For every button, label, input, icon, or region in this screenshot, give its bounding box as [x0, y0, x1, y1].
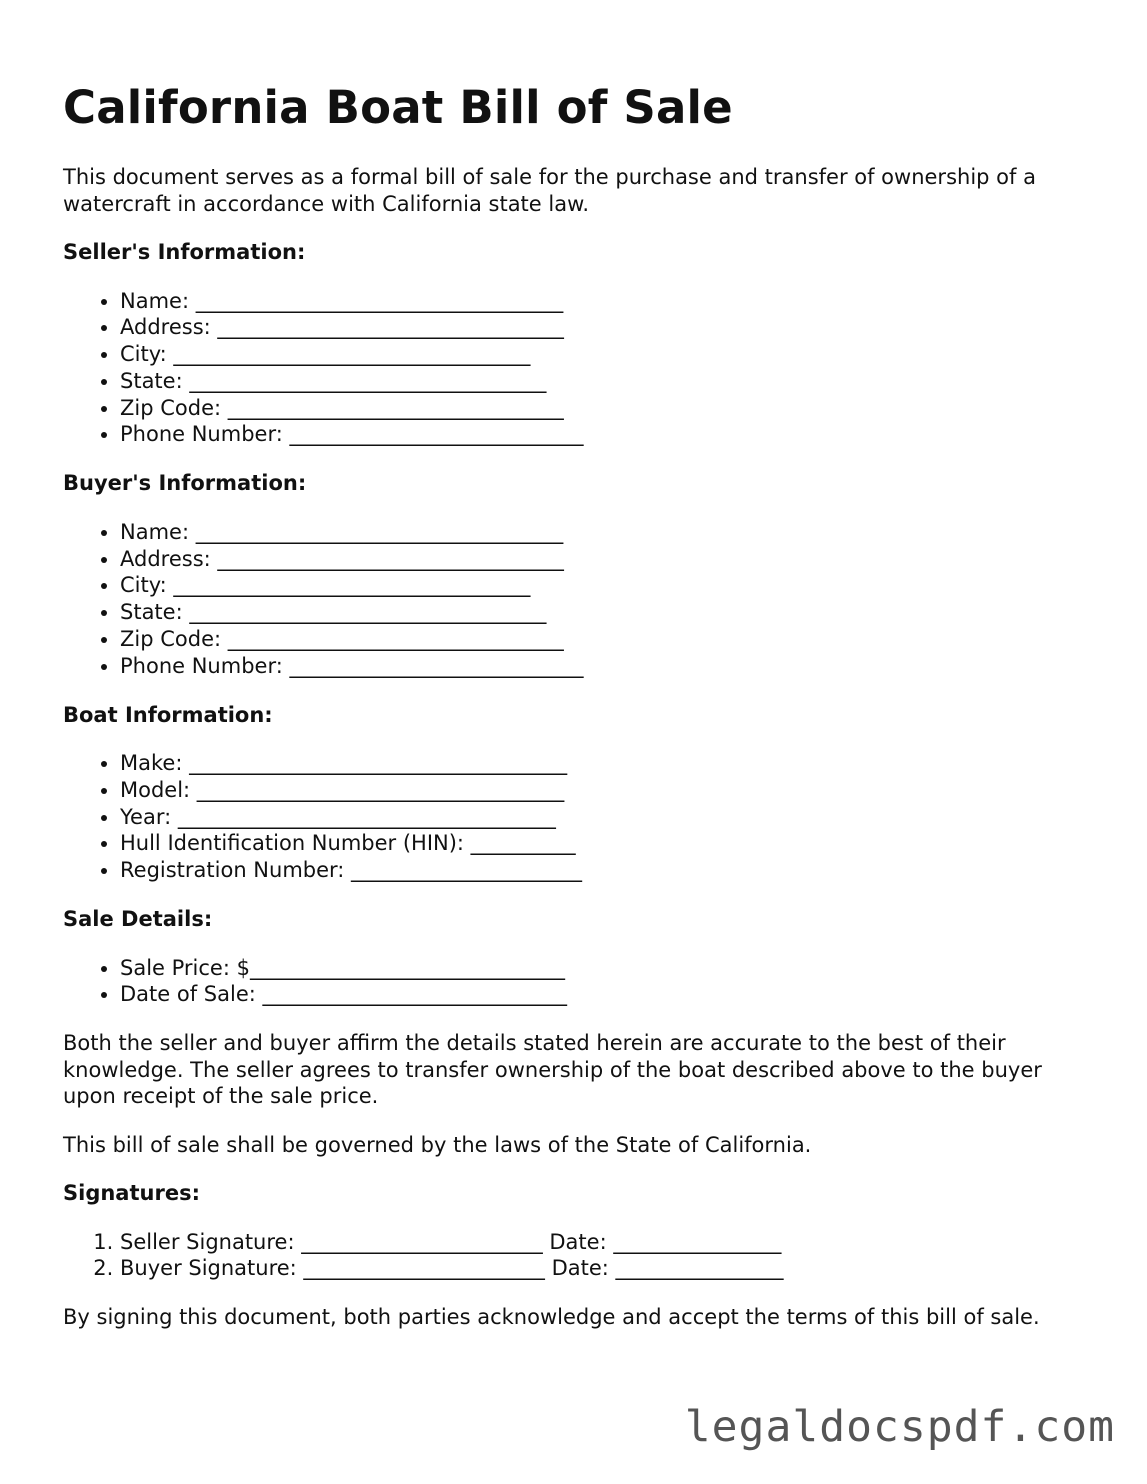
governing-law-paragraph: This bill of sale shall be governed by the laws of the State of California. — [63, 1132, 812, 1157]
seller-list — [63, 288, 1073, 449]
signatures-heading: Signatures: — [63, 1181, 200, 1206]
buyer-state-field: • State: __________________________________ — [120, 599, 1073, 626]
seller-state-field: • State: __________________________________ — [120, 368, 1073, 395]
boat-list — [63, 750, 1073, 884]
boat-make-field: • Make: ____________________________________ — [120, 750, 1073, 777]
boat-hin-field: • Hull Identification Number (HIN): __________ — [120, 830, 1073, 857]
seller-name-field: • Name: ___________________________________ — [120, 288, 1073, 315]
page-title: California Boat Bill of Sale — [63, 81, 733, 134]
document-page — [63, 78, 1073, 1353]
seller-signature-line: 1. Seller Signature: _______________________ Date: ________________ — [120, 1229, 1073, 1256]
buyer-name-field: • Name: ___________________________________ — [120, 519, 1073, 546]
intro-paragraph: This document serves as a formal bill of sale for the purchase and transfer of ownership of a watercraft in accordance with California state law. — [63, 165, 1036, 216]
seller-zip-field: • Zip Code: ________________________________ — [120, 395, 1073, 422]
seller-city-field: • City: __________________________________ — [120, 341, 1073, 368]
watermark: legaldocspdf.com — [684, 1402, 1115, 1452]
affirmation-paragraph: Both the seller and buyer affirm the details stated herein are accurate to the best of their knowledge. The seller agrees to transfer ownership of the boat described above to the buyer upon receipt of the sale price. — [63, 1031, 1042, 1109]
buyer-address-field: • Address: _________________________________ — [120, 546, 1073, 573]
sale-list — [63, 955, 1073, 1009]
boat-registration-field: • Registration Number: ______________________ — [120, 857, 1073, 884]
sale-date-field: • Date of Sale: _____________________________ — [120, 981, 1073, 1008]
boat-heading: Boat Information: — [63, 702, 273, 727]
buyer-zip-field: • Zip Code: ________________________________ — [120, 626, 1073, 653]
boat-model-field: • Model: ___________________________________ — [120, 777, 1073, 804]
seller-heading: Seller's Information: — [63, 240, 306, 264]
buyer-city-field: • City: __________________________________ — [120, 572, 1073, 599]
sale-heading: Sale Details: — [63, 907, 213, 932]
buyer-signature-line: 2. Buyer Signature: _______________________ Date: ________________ — [120, 1255, 1073, 1282]
closing-paragraph: By signing this document, both parties acknowledge and accept the terms of this bill of sale. — [63, 1305, 1040, 1330]
buyer-phone-field: • Phone Number: ____________________________ — [120, 653, 1073, 680]
signatures-list — [63, 1229, 1073, 1283]
sale-price-field: • Sale Price: $______________________________ — [120, 955, 1073, 982]
boat-year-field: • Year: ____________________________________ — [120, 804, 1073, 831]
seller-phone-field: • Phone Number: ____________________________ — [120, 421, 1073, 448]
buyer-list — [63, 519, 1073, 680]
seller-address-field: • Address: _________________________________ — [120, 314, 1073, 341]
buyer-heading: Buyer's Information: — [63, 471, 307, 496]
